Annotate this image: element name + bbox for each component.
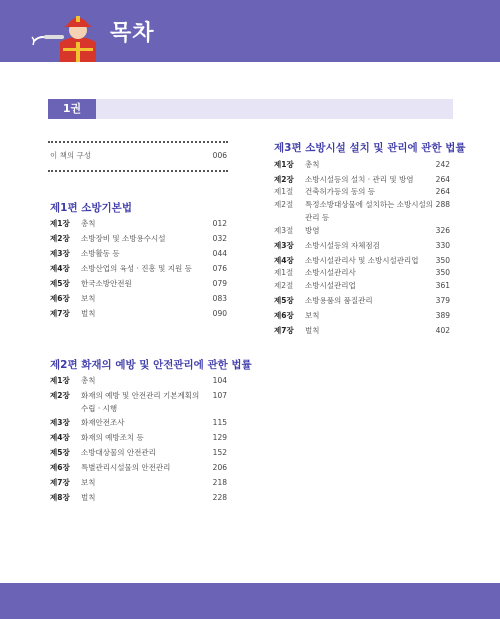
toc-entry[interactable] bbox=[50, 308, 227, 320]
part3-title: 제3편 소방시설 설치 및 관리에 관한 법률 bbox=[274, 142, 466, 154]
toc-entry[interactable] bbox=[50, 492, 227, 504]
toc-chapter-label: 제8장 bbox=[50, 493, 70, 502]
toc-chapter-title: 특정소방대상물에 설치하는 소방시설의 bbox=[305, 200, 433, 209]
toc-entry[interactable] bbox=[274, 295, 450, 307]
toc-entry[interactable] bbox=[50, 462, 227, 474]
toc-chapter-title: 보칙 bbox=[81, 294, 96, 303]
toc-chapter-label: 제2장 bbox=[50, 234, 70, 243]
toc-chapter-title: 보칙 bbox=[305, 311, 320, 320]
toc-chapter-title: 벌칙 bbox=[81, 493, 96, 502]
toc-page-number: 330 bbox=[435, 241, 450, 250]
toc-entry[interactable] bbox=[50, 248, 227, 260]
toc-page-number: 107 bbox=[212, 391, 227, 400]
toc-chapter-title: 소방활동 등 bbox=[81, 249, 120, 258]
toc-chapter-title: 소방용품의 품질관리 bbox=[305, 296, 373, 305]
toc-chapter-label: 제4장 bbox=[50, 433, 70, 442]
toc-entry[interactable] bbox=[274, 310, 450, 322]
toc-chapter-label: 제5장 bbox=[50, 448, 70, 457]
toc-chapter-label: 제2절 bbox=[274, 281, 294, 290]
toc-chapter-label: 제3절 bbox=[274, 226, 294, 235]
toc-entry[interactable] bbox=[50, 390, 227, 414]
toc-page-number: 264 bbox=[435, 187, 450, 196]
toc-chapter-label: 제7장 bbox=[274, 326, 294, 335]
toc-page-number: 264 bbox=[435, 175, 450, 184]
toc-entry[interactable] bbox=[274, 174, 450, 186]
toc-chapter-title: 화재의 예방 및 안전관리 기본계획의 bbox=[81, 391, 200, 400]
toc-chapter-title: 소방시설등의 자체점검 bbox=[305, 241, 380, 250]
volume-label: 1권 bbox=[48, 99, 96, 119]
part1-title: 제1편 소방기본법 bbox=[50, 202, 132, 214]
toc-chapter-label: 제2절 bbox=[274, 200, 294, 209]
toc-page-number: 361 bbox=[435, 281, 450, 290]
toc-entry[interactable] bbox=[50, 263, 227, 275]
toc-chapter-title: 총칙 bbox=[81, 376, 96, 385]
toc-chapter-title: 화재의 예방조치 등 bbox=[81, 433, 144, 442]
toc-entry[interactable] bbox=[274, 280, 450, 292]
toc-chapter-label: 제3장 bbox=[50, 418, 70, 427]
toc-chapter-title: 보칙 bbox=[81, 478, 96, 487]
toc-entry[interactable] bbox=[274, 255, 450, 267]
toc-page-number: 104 bbox=[212, 376, 227, 385]
toc-page-number: 032 bbox=[212, 234, 227, 243]
toc-chapter-label: 제1장 bbox=[50, 376, 70, 385]
toc-page-number: 228 bbox=[212, 493, 227, 502]
dotted-divider bbox=[48, 141, 228, 143]
toc-chapter-title: 한국소방안전원 bbox=[81, 279, 132, 288]
toc-chapter-label: 제3장 bbox=[274, 241, 294, 250]
toc-entry-page: 006 bbox=[212, 151, 227, 160]
toc-chapter-title: 화재안전조사 bbox=[81, 418, 125, 427]
toc-entry[interactable] bbox=[274, 186, 450, 198]
toc-chapter-title: 소방대상물의 안전관리 bbox=[81, 448, 156, 457]
toc-chapter-title: 소방시설관리사 및 소방시설관리업 bbox=[305, 256, 419, 265]
toc-page-number: 402 bbox=[435, 326, 450, 335]
toc-page-number: 242 bbox=[435, 160, 450, 169]
toc-chapter-title: 소방시설등의 설치 · 관리 및 방염 bbox=[305, 175, 414, 184]
dotted-divider bbox=[48, 170, 228, 172]
toc-page-number: 079 bbox=[212, 279, 227, 288]
toc-page-number: 044 bbox=[212, 249, 227, 258]
toc-chapter-label: 제4장 bbox=[50, 264, 70, 273]
toc-chapter-label: 제5장 bbox=[50, 279, 70, 288]
toc-page-number: 083 bbox=[212, 294, 227, 303]
toc-chapter-label: 제7장 bbox=[50, 478, 70, 487]
page-title: 목차 bbox=[110, 21, 155, 46]
toc-entry[interactable] bbox=[50, 218, 227, 230]
toc-chapter-label: 제1장 bbox=[274, 160, 294, 169]
toc-page-number: 350 bbox=[435, 256, 450, 265]
toc-chapter-title: 방염 bbox=[305, 226, 320, 235]
toc-chapter-label: 제1절 bbox=[274, 187, 294, 196]
toc-chapter-title: 소방시설관리사 bbox=[305, 268, 356, 277]
toc-chapter-label: 제6장 bbox=[50, 294, 70, 303]
toc-page-number: 206 bbox=[212, 463, 227, 472]
toc-page-number: 012 bbox=[212, 219, 227, 228]
toc-chapter-title-continued: 관리 등 bbox=[305, 213, 330, 222]
toc-page-number: 129 bbox=[212, 433, 227, 442]
toc-chapter-title: 총칙 bbox=[305, 160, 320, 169]
toc-chapter-title: 소방시설관리업 bbox=[305, 281, 356, 290]
toc-page-number: 350 bbox=[435, 268, 450, 277]
toc-chapter-label: 제1절 bbox=[274, 268, 294, 277]
toc-chapter-title: 소방장비 및 소방용수시설 bbox=[81, 234, 166, 243]
toc-entry[interactable] bbox=[50, 477, 227, 489]
header-bar bbox=[0, 0, 500, 62]
toc-chapter-title-continued: 수립 · 시행 bbox=[81, 404, 118, 413]
footer-bar bbox=[0, 583, 500, 619]
toc-chapter-label: 제2장 bbox=[50, 391, 70, 400]
firefighter-mascot-icon bbox=[30, 8, 105, 62]
toc-page-number: 218 bbox=[212, 478, 227, 487]
toc-entry[interactable] bbox=[50, 278, 227, 290]
toc-page-number: 076 bbox=[212, 264, 227, 273]
toc-chapter-title: 총칙 bbox=[81, 219, 96, 228]
toc-entry[interactable] bbox=[274, 199, 450, 223]
toc-chapter-label: 제4장 bbox=[274, 256, 294, 265]
toc-entry[interactable] bbox=[274, 240, 450, 252]
toc-chapter-label: 제6장 bbox=[50, 463, 70, 472]
toc-chapter-label: 제1장 bbox=[50, 219, 70, 228]
toc-chapter-label: 제5장 bbox=[274, 296, 294, 305]
toc-entry-text: 이 책의 구성 bbox=[50, 151, 91, 160]
toc-page-number: 288 bbox=[435, 200, 450, 209]
toc-page-number: 326 bbox=[435, 226, 450, 235]
toc-page-number: 152 bbox=[212, 448, 227, 457]
toc-chapter-label: 제3장 bbox=[50, 249, 70, 258]
toc-entry-intro[interactable] bbox=[50, 150, 227, 162]
toc-chapter-title: 벌칙 bbox=[305, 326, 320, 335]
toc-entry[interactable] bbox=[50, 417, 227, 429]
toc-page-number: 090 bbox=[212, 309, 227, 318]
toc-chapter-label: 제6장 bbox=[274, 311, 294, 320]
toc-chapter-label: 제2장 bbox=[274, 175, 294, 184]
toc-entry[interactable] bbox=[274, 267, 450, 279]
toc-chapter-title: 특별관리시설물의 안전관리 bbox=[81, 463, 171, 472]
toc-chapter-title: 벌칙 bbox=[81, 309, 96, 318]
toc-page-number: 389 bbox=[435, 311, 450, 320]
toc-entry[interactable] bbox=[50, 447, 227, 459]
toc-entry[interactable] bbox=[50, 233, 227, 245]
toc-page-number: 379 bbox=[435, 296, 450, 305]
toc-entry[interactable] bbox=[50, 432, 227, 444]
toc-entry[interactable] bbox=[274, 325, 450, 337]
toc-page-number: 115 bbox=[212, 418, 227, 427]
toc-entry[interactable] bbox=[50, 293, 227, 305]
volume-band bbox=[48, 99, 453, 119]
toc-chapter-label: 제7장 bbox=[50, 309, 70, 318]
toc-entry[interactable] bbox=[50, 375, 227, 387]
toc-chapter-title: 건축허가등의 동의 등 bbox=[305, 187, 375, 196]
toc-entry[interactable] bbox=[274, 225, 450, 237]
part2-title: 제2편 화재의 예방 및 안전관리에 관한 법률 bbox=[50, 359, 252, 371]
toc-entry[interactable] bbox=[274, 159, 450, 171]
toc-chapter-title: 소방산업의 육성 · 진흥 및 지원 등 bbox=[81, 264, 192, 273]
